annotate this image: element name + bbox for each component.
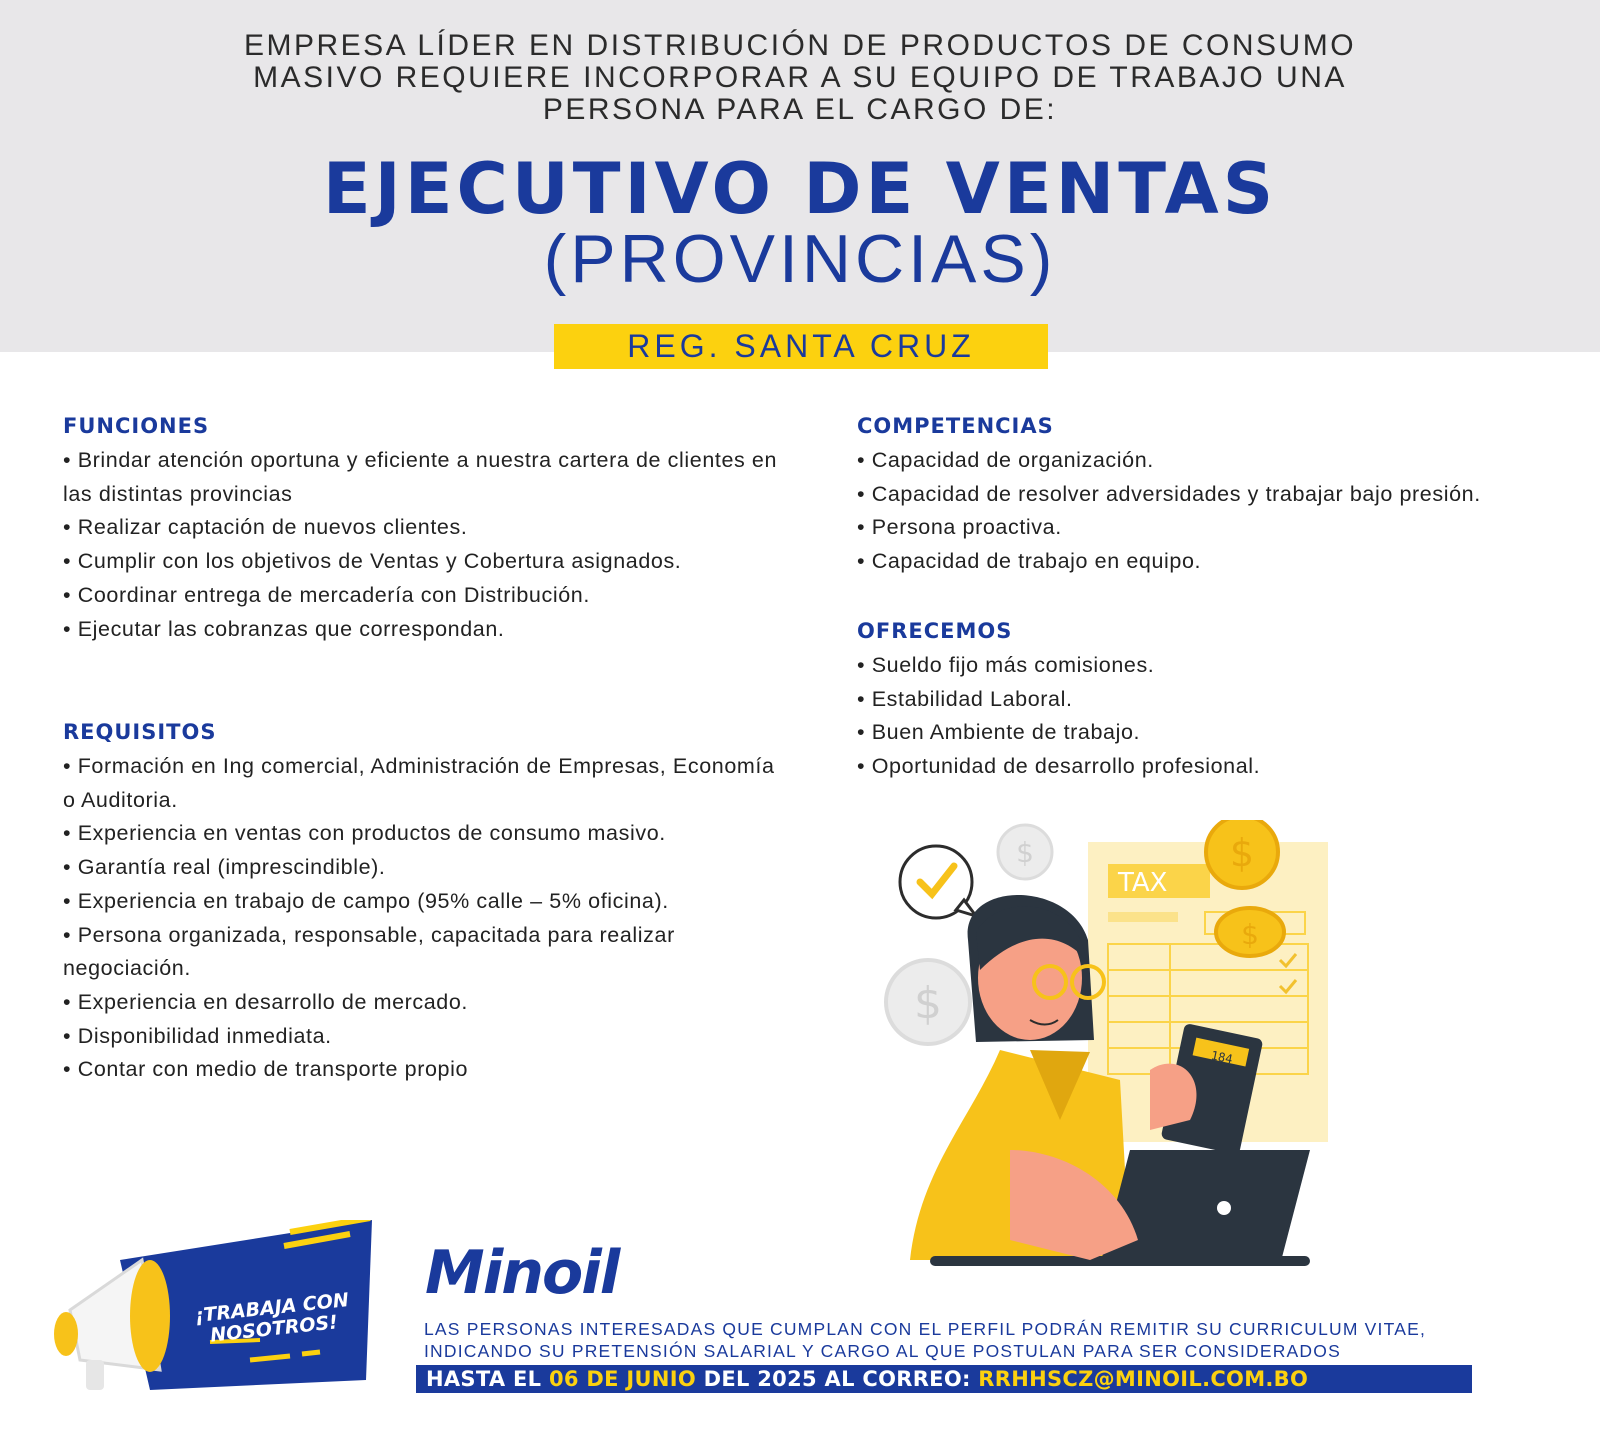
list-item: • Persona proactiva.	[857, 515, 1062, 540]
list-item: • Coordinar entrega de mercadería con Distribución.	[63, 582, 590, 607]
deadline-prefix: HASTA EL	[426, 1367, 549, 1391]
svg-text:$: $	[1016, 836, 1034, 869]
list-item: • Experiencia en ventas con productos de consumo masivo.	[63, 821, 666, 846]
coin-icon	[998, 825, 1052, 879]
list-item: • Ejecutar las cobranzas que correspondan.	[63, 616, 505, 641]
funciones-heading: FUNCIONES	[63, 414, 210, 438]
svg-text:$: $	[1229, 831, 1255, 875]
deadline-mid: DEL 2025 AL CORREO:	[695, 1367, 979, 1391]
competencias-list	[857, 444, 1577, 579]
contact-email[interactable]: RRHHSCZ@MINOIL.COM.BO	[978, 1367, 1309, 1391]
list-item: • Persona organizada, responsable, capacitada para realizar negociación.	[63, 922, 675, 981]
list-item: • Disponibilidad inmediata.	[63, 1023, 332, 1048]
job-title: EJECUTIVO DE VENTAS	[322, 148, 1278, 230]
svg-text:$: $	[1241, 918, 1259, 951]
list-item: • Capacidad de trabajo en equipo.	[857, 549, 1202, 574]
list-item: • Capacidad de organización.	[857, 448, 1154, 472]
list-item: • Capacidad de resolver adversidades y trabajar bajo presión.	[857, 481, 1481, 506]
intro-text: EMPRESA LÍDER EN DISTRIBUCIÓN DE PRODUCTOS DE CONSUMO MASIVO REQUIERE INCORPORAR A SU EQUIPO DE TRABAJO UNA PERSONA PARA EL CARGO DE:	[243, 29, 1357, 126]
ofrecemos-list	[857, 649, 1577, 784]
competencias-heading: COMPETENCIAS	[857, 414, 1054, 438]
list-item: • Experiencia en trabajo de campo (95% calle – 5% oficina).	[63, 888, 669, 913]
gold-coin-icon	[1216, 908, 1284, 956]
list-item: • Brindar atención oportuna y eficiente a nuestra cartera de clientes en las distintas provincias	[63, 448, 778, 506]
list-item: • Estabilidad Laboral.	[857, 686, 1073, 711]
svg-text:$: $	[914, 978, 942, 1029]
list-item: • Sueldo fijo más comisiones.	[857, 653, 1155, 677]
requisitos-heading: REQUISITOS	[63, 720, 217, 744]
list-item: • Experiencia en desarrollo de mercado.	[63, 989, 468, 1014]
list-item: • Contar con medio de transporte propio	[63, 1057, 469, 1082]
check-bubble-icon	[900, 846, 976, 918]
deadline-date: 06 DE JUNIO	[548, 1367, 696, 1391]
region-badge: REG. SANTA CRUZ	[554, 324, 1048, 369]
accountant-illustration	[880, 820, 1360, 1300]
ofrecemos-heading: OFRECEMOS	[857, 619, 1013, 643]
list-item: • Formación en Ing comercial, Administración de Empresas, Economía o Auditoria.	[63, 754, 775, 812]
brand-logo: Minoil	[425, 1238, 619, 1308]
coin-icon	[886, 960, 970, 1044]
apply-instructions: LAS PERSONAS INTERESADAS QUE CUMPLAN CON EL PERFIL PODRÁN REMITIR SU CURRICULUM VITAE, INDICANDO SU PRETENSIÓN SALARIAL Y CARGO AL QUE POSTULAN PARA SER CONSIDERADOS	[424, 1319, 1427, 1361]
tax-label: TAX	[1118, 868, 1168, 898]
list-item: • Garantía real (imprescindible).	[63, 855, 386, 880]
gold-coin-icon	[1206, 820, 1278, 888]
list-item: • Buen Ambiente de trabajo.	[857, 720, 1141, 745]
job-subtitle: (PROVINCIAS)	[543, 221, 1057, 297]
requisitos-list	[63, 750, 793, 1087]
deadline-bar	[416, 1365, 1472, 1393]
funciones-list	[63, 444, 793, 646]
list-item: • Realizar captación de nuevos clientes.	[63, 515, 468, 540]
megaphone-text: ¡TRABAJA CON NOSOTROS!	[193, 1289, 350, 1347]
megaphone-icon	[54, 1260, 170, 1390]
list-item: • Cumplir con los objetivos de Ventas y Cobertura asignados.	[63, 549, 682, 574]
calculator-display: 184	[1209, 1048, 1234, 1067]
list-item: • Oportunidad de desarrollo profesional.	[857, 754, 1261, 779]
